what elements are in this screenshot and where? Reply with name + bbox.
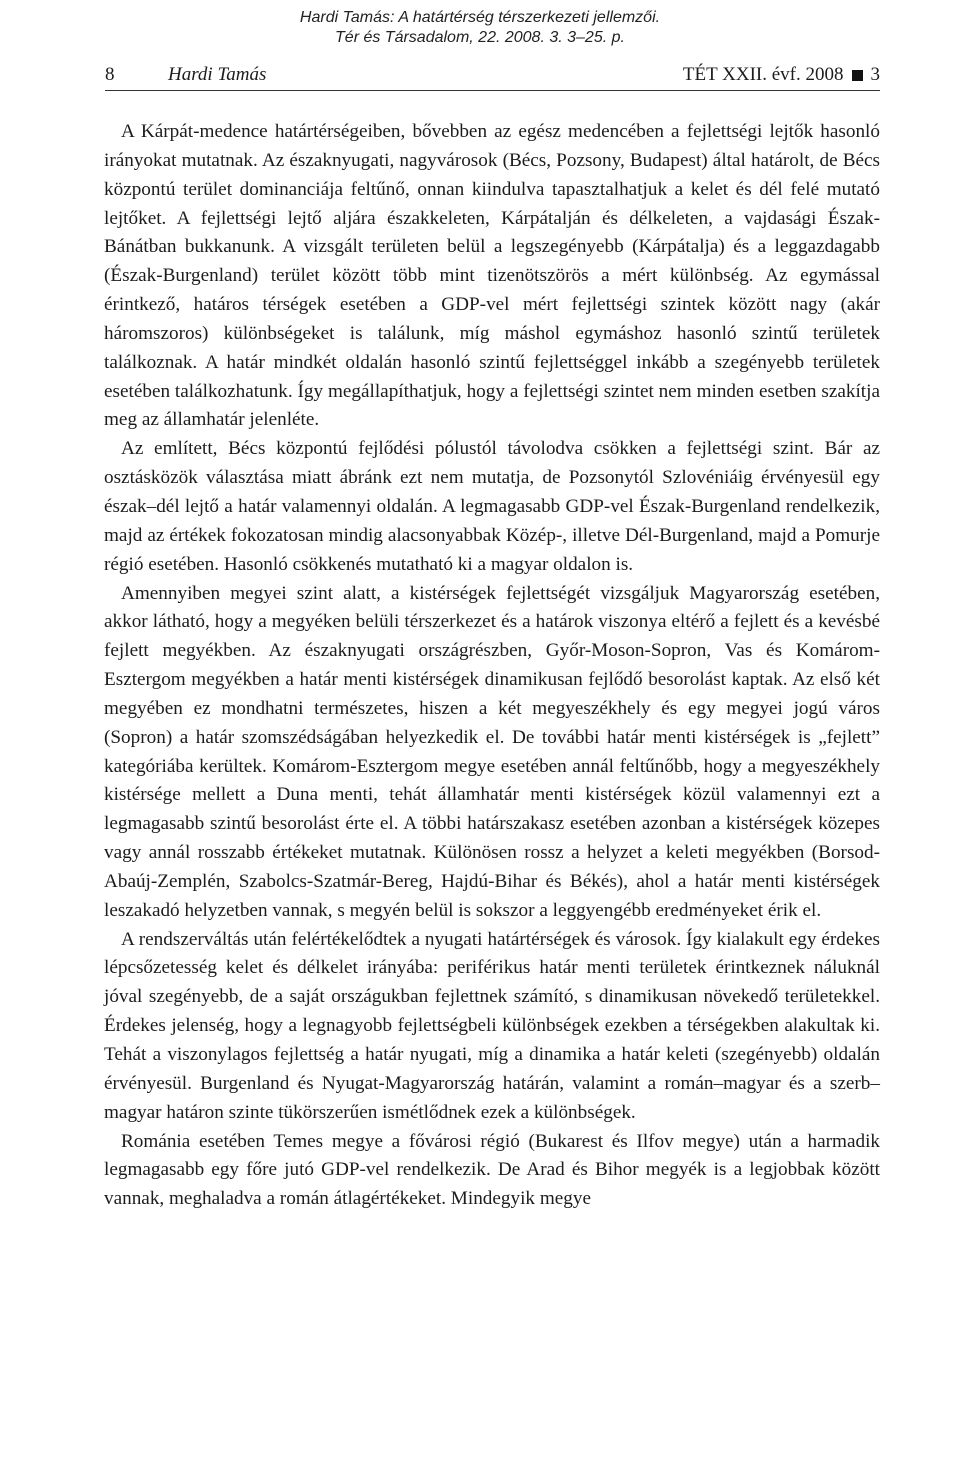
running-head — [105, 60, 880, 91]
paragraph: A Kárpát-medence határtérségeiben, bővebben az egész medencében a fejlettségi lejtők hasonló irányokat mutatnak. Az északnyugati, nagyvárosok (Bécs, Pozsony, Budapest) által határolt, de Bécs központú terület dominanciája feltűnő, onnan kiindulva tapasztalhatjuk a kelet és dél felé mutató lejtőket. A fejlettségi lejtő aljára északkeleten, Kárpátalján és délkeleten, a vajdasági Észak-Bánátban bukkanunk. A vizsgált területen belül a legszegényebb (Kárpátalja) és a leggazdagabb (Észak-Burgenland) terület között több mint tizenötszörös a mért különbség. Az egymással érintkező, határos térségek esetében a GDP-vel mért fejlettségi szintek között nagy (akár háromszoros) különbségeket is találunk, míg máshol egymáshoz hasonló szintű területek találkoznak. A határ mindkét oldalán hasonló szintű fejlettséggel inkább a szegényebb területek esetében találkozhatunk. Így megállapíthatjuk, hogy a fejlettségi szintet nem minden esetben szakítja meg az államhatár jelenléte. — [104, 121, 880, 431]
paragraph: Az említett, Bécs központú fejlődési pólustól távolodva csökken a fejlettségi szint. Bár az osztásközök választása miatt ábránk ezt nem mutatja, de Pozsonytól Szlovéniáig érvényesül egy észak–dél lejtő a határ valamennyi oldalán. A legmagasabb GDP-vel Észak-Burgenland rendelkezik, majd az értékek fokozatosan mindig alacsonyabbak Közép-, illetve Dél-Burgenland, majd a Pomurje régió esetében. Hasonló csökkenés mutatható ki a magyar oldalon is. — [104, 438, 880, 575]
paragraph: A rendszerváltás után felértékelődtek a nyugati határtérségek és városok. Így kialakult egy érdekes lépcsőzetesség kelet és délkelet irányába: periférikus határ menti területek érintkeznek náluknál jóval szegényebb, de a saját országukban fejlettnek számító, s dinamikusan növekedő területekkel. Érdekes jelenség, hogy a legnagyobb fejlettségbeli különbségek ezekben a térségekben alakultak ki. Tehát a viszonylagos fejlettség a határ nyugati, míg a dinamika a határ keleti (szegényebb) oldalán érvényesül. Burgenland és Nyugat-Magyarország határán, valamint a román–magyar és a szerb–magyar határon szinte tükörszerűen ismétlődnek ezek a különbségek. — [104, 928, 880, 1123]
page-number: 8 — [105, 64, 115, 85]
citation-line-1: Hardi Tamás: A határtérség térszerkezeti jellemzői. — [299, 9, 661, 26]
journal-issue: TÉT XXII. évf. 2008 — [682, 64, 844, 85]
issue-number: 3 — [870, 64, 880, 85]
running-head-author: Hardi Tamás — [168, 64, 267, 85]
paragraph: Amennyiben megyei szint alatt, a kistérségek fejlettségét vizsgáljuk Magyarország esetében, akkor látható, hogy a megyéken belüli térszerkezet és a határok viszonya eltérő a fejlett és a kevésbé fejlett megyékben. Az északnyugati országrészben, Győr-Moson-Sopron, Vas és Komárom-Esztergom megyékben a határ menti kistérségek dinamikusan fejlődő besorolást kaptak. Az első két megyében ez mondhatni természetes, hiszen a két megyeszékhely és egy megyei jogú város (Sopron) a határ szomszédságában helyezkedik el. De további határ menti kistérségek is „fejlett” kategóriába kerültek. Komárom-Esztergom megye esetében annál feltűnőbb, hogy a megyeszékhely kistérsége mellett a Duna menti, tehát államhatár menti kistérségek közül valamennyi ezt a legmagasabb szintű besorolást érte el. A többi határszakasz esetében azonban a kistérségek közepes vagy annál rosszabb értékeket mutatnak. Különösen rossz a helyzet a keleti megyékben (Borsod-Abaúj-Zemplén, Szabolcs-Szatmár-Bereg, Hajdú-Bihar és Békés), ahol a határ menti kistérségek leszakadó helyzetben vannak, s megyén belül is sokszor a leggyengébb eredményeket érik el. — [104, 582, 880, 921]
paragraph: Románia esetében Temes megye a fővárosi régió (Bukarest és Ilfov megye) után a harmadik legmagasabb egy főre jutó GDP-vel rendelkezik. De Arad és Bihor megyék is a legjobbak között vannak, meghaladva a román átlagértékeket. Mindegyik megye — [104, 1130, 880, 1210]
running-head-journal — [683, 60, 880, 90]
black-square-icon — [852, 70, 863, 81]
citation-header — [0, 8, 960, 48]
body-text — [104, 118, 880, 1214]
citation-line-2: Tér és Társadalom, 22. 2008. 3. 3–25. p. — [335, 29, 625, 46]
